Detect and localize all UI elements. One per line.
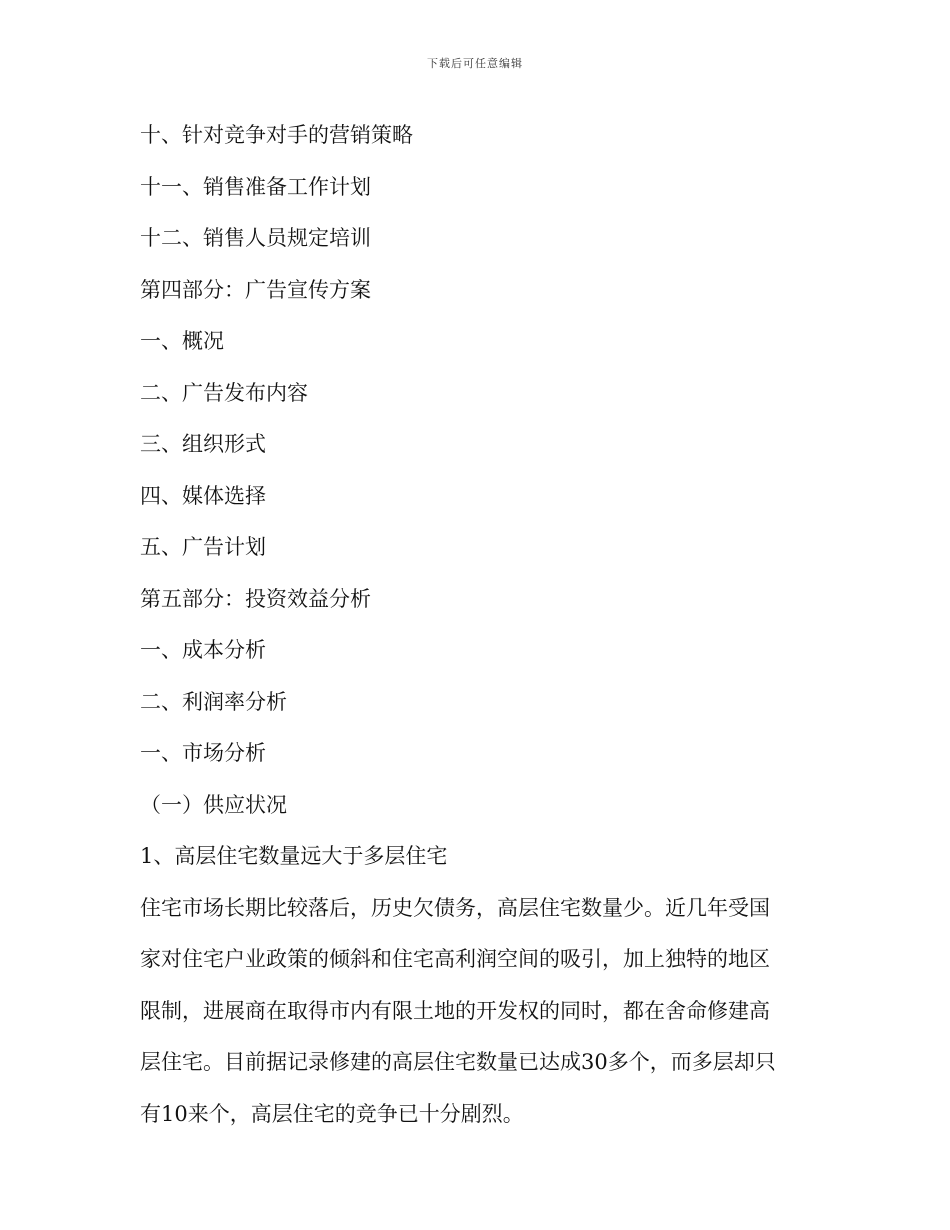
paragraph-line: 限制，进展商在取得市内有限土地的开发权的同时，都在舍命修建高 <box>140 998 770 1023</box>
outline-item: 四、媒体选择 <box>140 483 266 508</box>
outline-item: 二、利润率分析 <box>140 689 287 714</box>
outline-item: 二、广告发布内容 <box>140 380 308 405</box>
section-heading: 第五部分：投资效益分析 <box>140 586 371 611</box>
body-paragraph <box>140 883 800 1141</box>
outline-item: 五、广告计划 <box>140 535 266 559</box>
outline-item: 一、成本分析 <box>140 638 266 662</box>
paragraph-line: 层住宅。目前据记录修建的高层住宅数量已达成30多个，而多层却只 <box>140 1050 776 1074</box>
section-heading: 第四部分：广告宣传方案 <box>140 277 371 302</box>
outline-item: 三、组织形式 <box>140 432 266 456</box>
outline-item: 一、市场分析 <box>140 741 266 765</box>
paragraph-line: 住宅市场长期比较落后，历史欠债务，高层住宅数量少。近几年受国 <box>140 895 770 920</box>
outline-item: 十、针对竞争对手的营销策略 <box>140 123 413 147</box>
paragraph-line: 有10来个，高层住宅的竞争已十分剧烈。 <box>140 1101 524 1126</box>
page-header: 下载后可任意编辑 <box>427 57 523 70</box>
document-body <box>140 110 800 1140</box>
paragraph-line: 家对住宅户业政策的倾斜和住宅高利润空间的吸引，加上独特的地区 <box>140 947 770 971</box>
outline-item: 十一、销售准备工作计划 <box>140 174 371 199</box>
outline-item: 十二、销售人员规定培训 <box>140 226 371 250</box>
numbered-point: 1、高层住宅数量远大于多层住宅 <box>140 844 448 868</box>
subsection-heading: （一）供应状况 <box>140 792 287 817</box>
outline-item: 一、概况 <box>140 329 224 353</box>
